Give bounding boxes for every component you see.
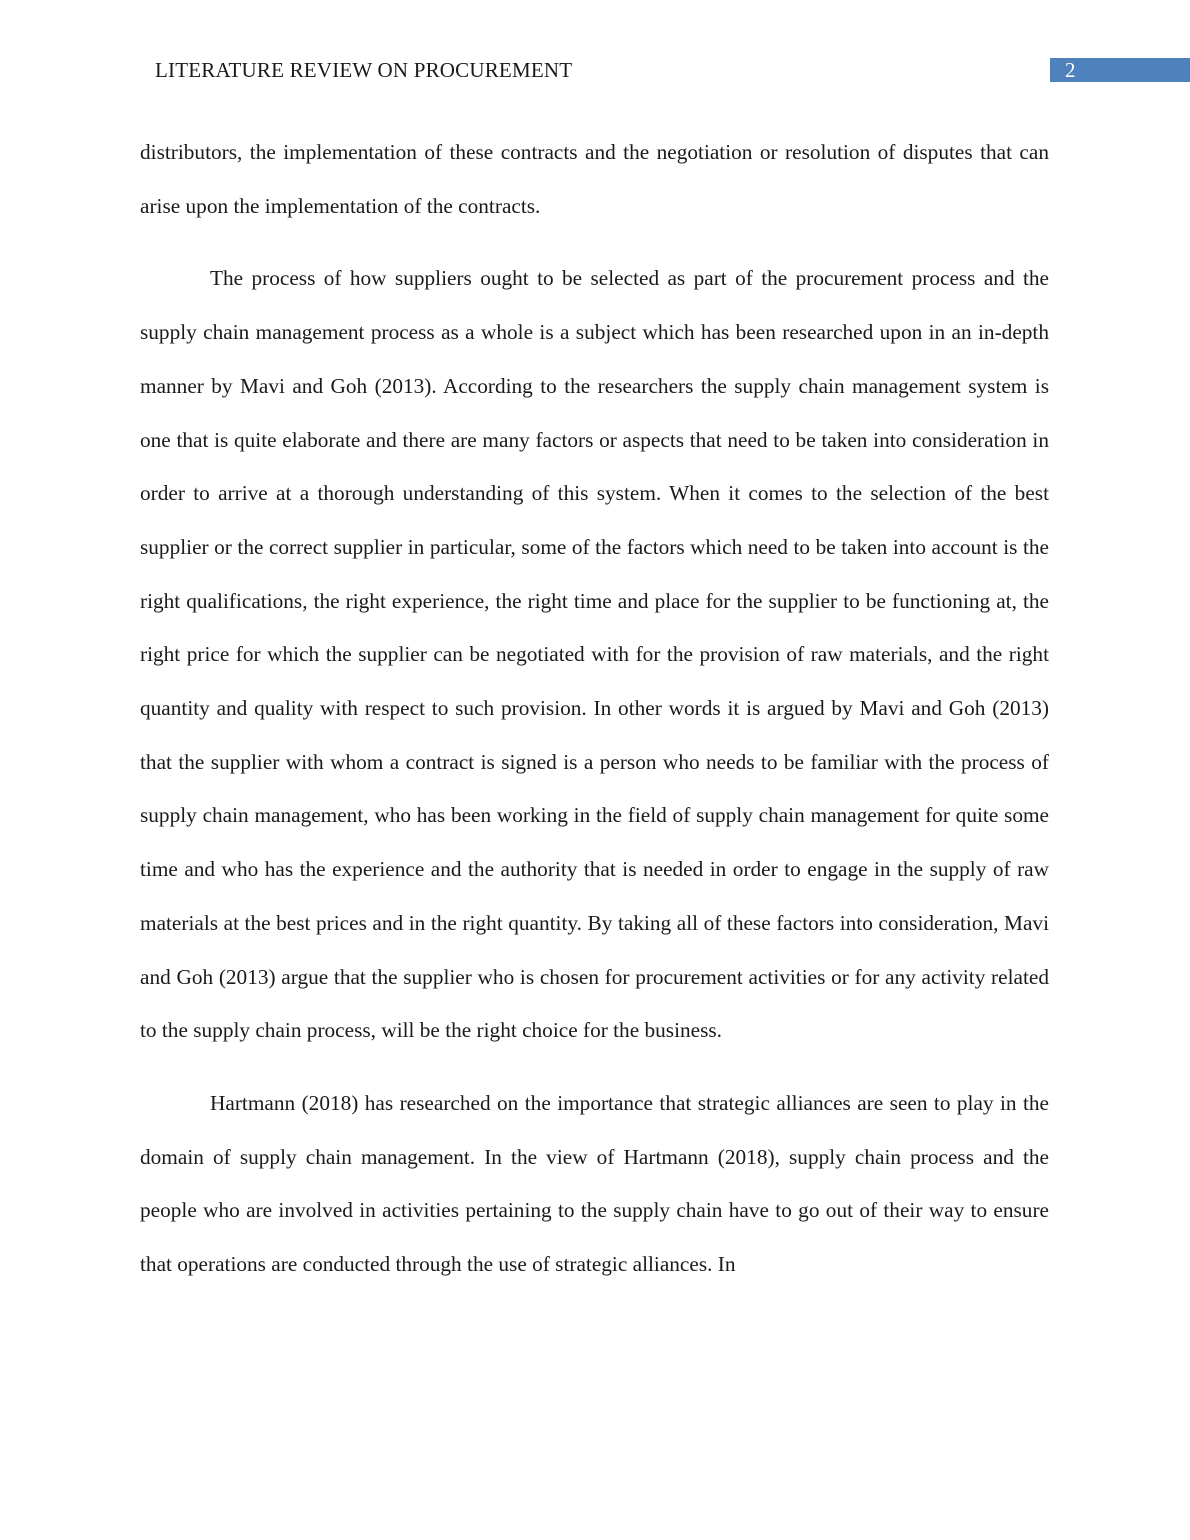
running-head: LITERATURE REVIEW ON PROCUREMENT [155,58,573,82]
paragraph-strategic-alliances: Hartmann (2018) has researched on the importance that strategic alliances are seen to play in the domain of supply chain management. In the view of Hartmann (2018), supply chain process and the people who are involved in activities pertaining to the supply chain have to go out of their way to ensure that operations are conducted through the use of strategic alliances. In [140,1090,1049,1277]
page-header [0,56,1190,86]
paragraph-supplier-selection: The process of how suppliers ought to be selected as part of the procurement process and the supply chain management process as a whole is a subject which has been researched upon in an in-depth manner by Mavi and Goh (2013). According to the researchers the supply chain management system is one that is quite elaborate and there are many factors or aspects that need to be taken into consideration in order to arrive at a thorough understanding of this system. When it comes to the selection of the best supplier or the correct supplier in particular, some of the factors which need to be taken into account is the right qualifications, the right experience, the right time and place for the supplier to be functioning at, the right price for which the supplier can be negotiated with for the provision of raw materials, and the right quantity and quality with respect to such provision. In other words it is argued by Mavi and Goh (2013) that the supplier with whom a contract is signed is a person who needs to be familiar with the process of supply chain management, who has been working in the field of supply chain management for quite some time and who has the experience and the authority that is needed in order to engage in the supply of raw materials at the best prices and in the right quantity. By taking all of these factors into consideration, Mavi and Goh (2013) argue that the supplier who is chosen for procurement activities or for any activity related to the supply chain process, will be the right choice for the business. [140,266,1049,1043]
page-number: 2 [1065,58,1076,82]
paragraph-continuation: distributors, the implementation of these contracts and the negotiation or resolution of disputes that can arise upon the implementation of the contracts. [140,140,1049,218]
document-body [140,126,1049,1292]
page-number-box [1050,58,1190,82]
